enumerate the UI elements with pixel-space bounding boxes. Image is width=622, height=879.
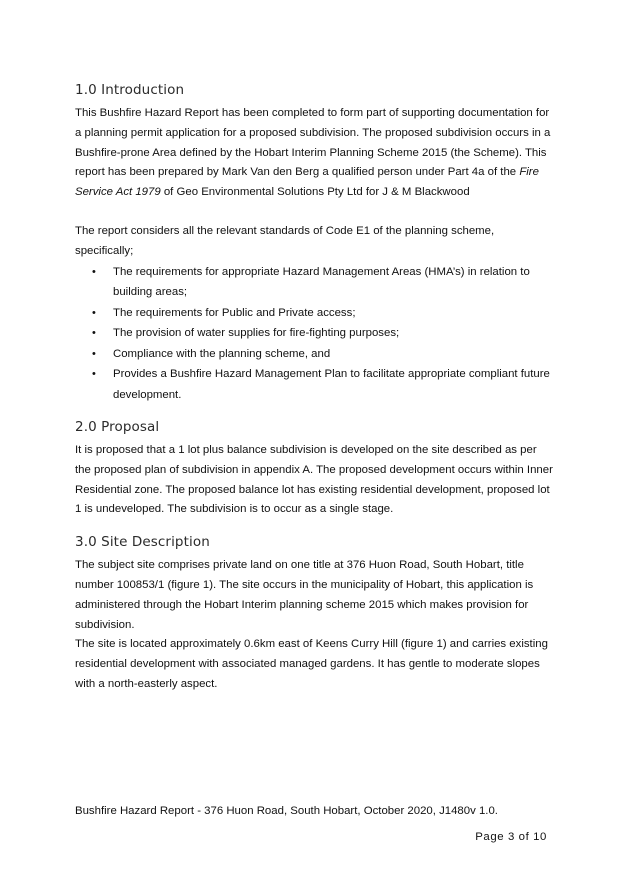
fire-service-act-italic: Fire Service Act 1979 — [75, 166, 539, 199]
list-item — [75, 262, 555, 303]
introduction-text-part1: This Bushfire Hazard Report has been completed to form part of supporting documentation for a planning permit application for a proposed subdivision. The proposed subdivision occurs in a Bushfire-prone Area defined by the Hobart Interim Planning Scheme 2015 (the Scheme). This report has been prepared by Mark Van den Berg a qualified person under Part 4a of the — [75, 107, 551, 179]
list-item-text: Compliance with the planning scheme, and — [113, 347, 331, 360]
proposal-paragraph: It is proposed that a 1 lot plus balance subdivision is developed on the site described as per the proposed plan of subdivision in appendix A. The proposed development occurs within Inner Residential zone. The proposed balance lot has existing residential development, proposed lot 1 is undeveloped. The subdivision is to occur as a single stage. — [75, 444, 553, 516]
page-number: Page 3 of 10 — [475, 831, 547, 843]
list-item — [75, 344, 555, 365]
list-item-text: Provides a Bushfire Hazard Management Plan to facilitate appropriate compliant future development. — [113, 368, 550, 401]
list-item — [75, 323, 555, 344]
bullet-icon: • — [92, 327, 96, 340]
standards-paragraph: The report considers all the relevant standards of Code E1 of the planning scheme, specifically; — [75, 224, 495, 257]
bullet-icon: • — [92, 265, 96, 278]
list-item — [75, 364, 555, 405]
section-heading-introduction: 1.0 Introduction — [75, 82, 185, 98]
bullet-icon: • — [92, 368, 96, 381]
section-heading-proposal: 2.0 Proposal — [75, 419, 160, 436]
list-item — [75, 303, 555, 324]
bullet-icon: • — [92, 347, 96, 360]
site-description-paragraph-1: The subject site comprises private land on one title at 376 Huon Road, South Hobart, title number 100853/1 (figure 1). The site occurs in the municipality of Hobart, this application is administered through the Hobart Interim planning scheme 2015 which makes provision for subdivision. — [75, 559, 534, 631]
list-item-text: The provision of water supplies for fire-fighting purposes; — [113, 327, 400, 340]
site-description-paragraph-2: The site is located approximately 0.6km east of Keens Curry Hill (figure 1) and carries existing residential development with associated managed gardens. It has gentle to moderate slopes with a north-easterly aspect. — [75, 638, 548, 691]
page-footer: Bushfire Hazard Report - 376 Huon Road, South Hobart, October 2020, J1480v 1.0. — [75, 805, 498, 817]
list-item-text: The requirements for Public and Private access; — [113, 306, 356, 319]
section-heading-site-description: 3.0 Site Description — [75, 534, 210, 551]
list-item-text: The requirements for appropriate Hazard Management Areas (HMA’s) in relation to building areas; — [113, 265, 530, 299]
introduction-text-part2: of Geo Environmental Solutions Pty Ltd for J & M Blackwood — [160, 186, 470, 199]
bullet-icon: • — [92, 306, 96, 319]
introduction-paragraph — [75, 104, 555, 203]
page-content — [75, 80, 555, 695]
requirements-list — [75, 262, 555, 406]
